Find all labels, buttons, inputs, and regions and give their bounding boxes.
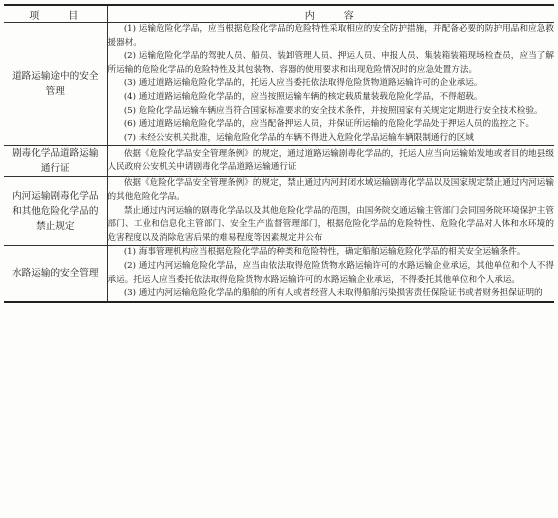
paragraph: (4) 通过道路运输危险化学品的，应当按照运输车辆的核定载质量装载危险化学品，不得超载。 <box>123 91 483 102</box>
paragraph: (2) 通过内河运输危险化学品，应当由依法取得危险货物水路运输许可的水路运输企业承运，其他单位和个人不得承运。托运人应当委托依法取得危险货物水路运输许可的水路运输企业承运，不得委托其他单位和个人承运。 <box>107 260 554 285</box>
table-row <box>4 23 554 146</box>
regulation-table <box>4 4 554 303</box>
row-content <box>107 23 554 146</box>
paragraph: (7) 未经公安机关批准，运输危险化学品的车辆不得进入危险化学品运输车辆限制通行的区域 <box>123 132 474 143</box>
paragraph: (5) 危险化学品运输车辆应当符合国家标准要求的安全技术条件，并按照国家有关规定定期进行安全技术检验。 <box>123 105 543 116</box>
paragraph: (3) 通过道路运输危险化学品的，托运人应当委托依法取得危险货物道路运输许可的企业承运。 <box>123 78 483 89</box>
paragraph: (6) 通过道路运输危险化学品的，应当配备押运人员，并保证所运输的危险化学品处于押运人员的监控之下。 <box>123 119 535 130</box>
table-row <box>4 246 554 302</box>
paragraph: (1) 海事管理机构应当根据危险化学品的种类和危险特性，确定船舶运输危险化学品的相关安全运输条件。 <box>123 247 526 258</box>
row-category: 剧毒化学品道路运输通行证 <box>4 146 107 177</box>
header-item: 项 目 <box>4 5 107 23</box>
table-row <box>4 177 554 246</box>
paragraph: 禁止通过内河运输的剧毒化学品以及其他危险化学品的范围，由国务院交通运输主管部门会同国务院环境保护主管部门、工业和信息化主管部门、安全生产监督管理部门，根据危险化学品的危险特性、危险化学品对人体和水环境的危害程度以及消除危害后果的难易程度等因素规定并公布 <box>107 205 554 243</box>
paragraph: 依据《危险化学品安全管理条例》的规定，通过道路运输剧毒化学品的，托运人应当向运输始发地或者目的地县级人民政府公安机关申请剧毒化学品道路运输通行证 <box>107 148 554 173</box>
row-category: 内河运输剧毒化学品和其他危险化学品的禁止规定 <box>4 177 107 246</box>
row-content <box>107 177 554 246</box>
paragraph: (2) 运输危险化学品的驾驶人员、船员、装卸管理人员、押运人员、申报人员、集装箱装箱现场检查员，应当了解所运输的危险化学品的危险特性及其包装物、容器的使用要求和出现危险情况时的应急处置方法。 <box>107 51 554 75</box>
table-row <box>4 146 554 177</box>
header-content: 内 容 <box>107 5 554 23</box>
table-header-row <box>4 5 554 23</box>
row-content <box>107 146 554 177</box>
row-category: 道路运输途中的安全管理 <box>4 23 107 146</box>
paragraph: (3) 通过内河运输危险化学品的船舶的所有人或者经营人未取得船舶污染损害责任保险证书或者财务担保证明的 <box>123 288 543 299</box>
row-content <box>107 246 554 302</box>
paragraph: 依据《危险化学品安全管理条例》的规定，禁止通过内河封闭水域运输剧毒化学品以及国家规定禁止通过内河运输的其他危险化学品。 <box>107 178 554 202</box>
paragraph: (1) 运输危险化学品，应当根据危险化学品的危险特性采取相应的安全防护措施，并配备必要的防护用品和应急救援器材。 <box>107 24 554 48</box>
row-category: 水路运输的安全管理 <box>4 246 107 302</box>
